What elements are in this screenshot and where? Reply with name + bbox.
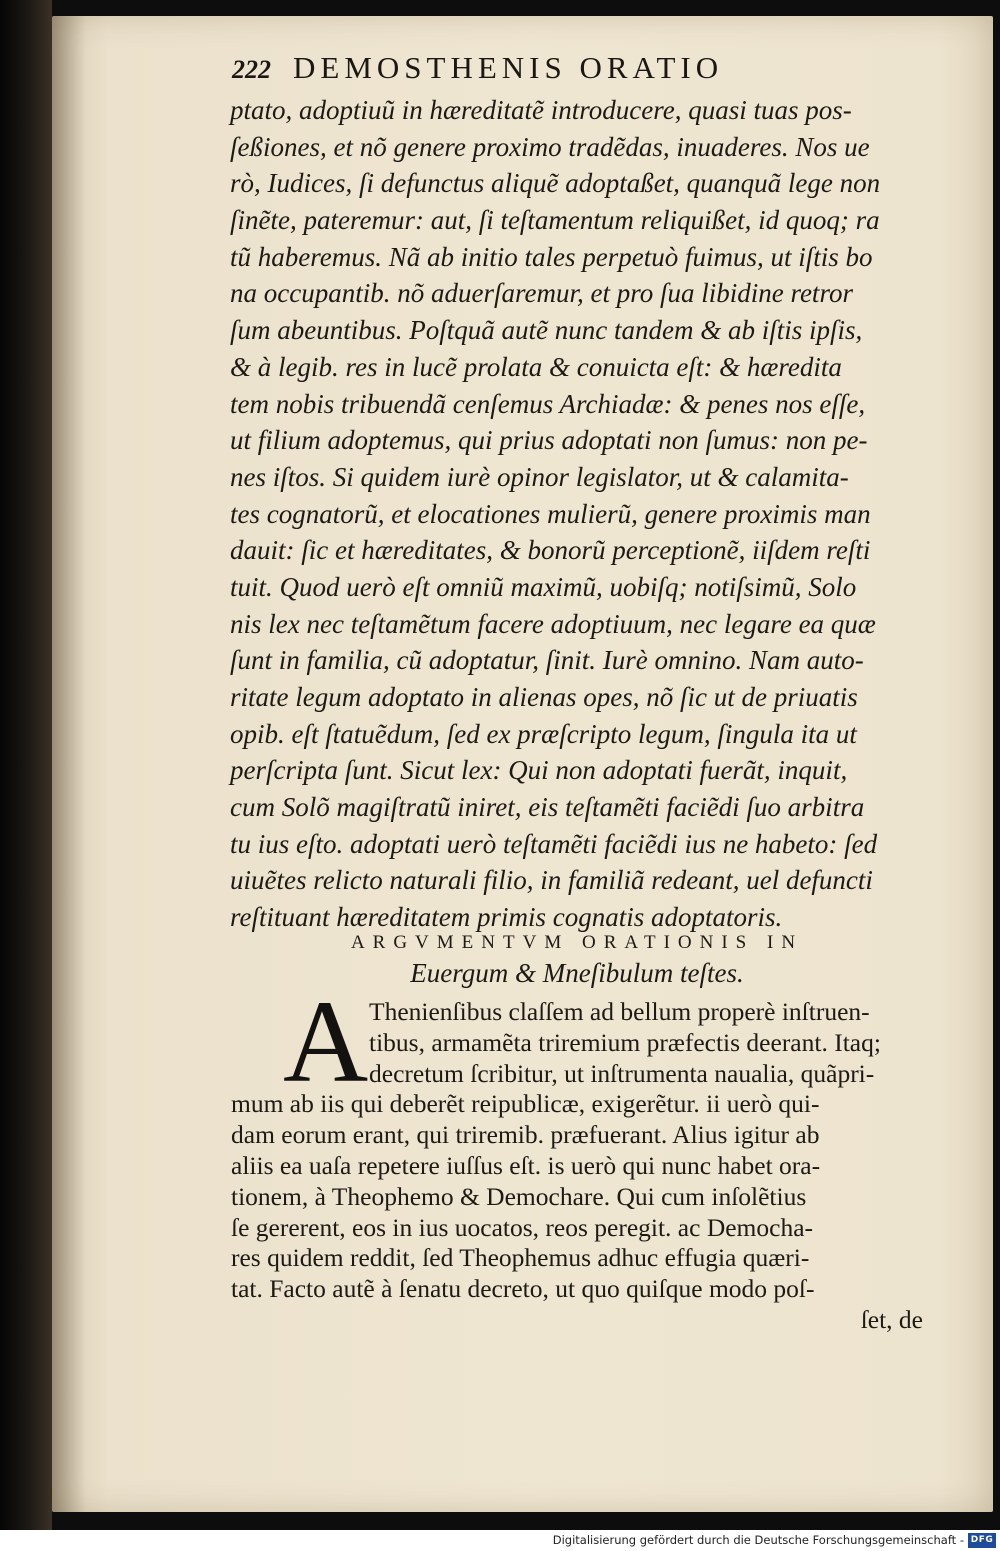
text-line: ſe gererent, eos in ius uocatos, reos peregit. ac Democha- <box>231 1212 814 1242</box>
text-line: nes iſtos. Si quidem iurè opinor legislator, ut & calamita- <box>230 461 849 492</box>
footer-bar <box>0 1530 1000 1551</box>
text-line: ſeßiones, et nõ genere proximo tradẽdas, inuaderes. Nos ue <box>230 131 870 162</box>
text-line: mum ab iis qui deberẽt reipublicæ, exigerẽtur. ii uerò qui- <box>231 1089 820 1119</box>
text-line: ptato, adoptiuũ in hæreditatẽ introducere, quasi tuas pos- <box>230 95 852 125</box>
text-line: nis lex nec teſtamẽtum facere adoptiuum, nec legare ea quæ <box>230 608 876 639</box>
oration-text <box>230 92 920 936</box>
text-line: tuit. Quod uerò eſt omniũ maximũ, uobiſq; notiſsimũ, Solo <box>230 571 857 602</box>
text-line: decretum ſcribitur, ut inſtrumenta naualia, quãpri- <box>369 1058 875 1088</box>
argument-subheading: Euergum & Mneſibulum teſtes. <box>410 958 744 988</box>
text-line: rò, Iudices, ſi defunctus aliquẽ adoptaßet, quanquã lege non <box>230 168 881 199</box>
text-line: tes cognatorũ, et elocationes mulierũ, genere proximis man <box>230 498 871 529</box>
text-line: ut filium adoptemus, qui prius adoptati non ſumus: non pe- <box>230 425 868 456</box>
text-line: cum Solõ magiſtratũ iniret, eis teſtamẽti faciẽdi ſuo arbitra <box>230 792 865 823</box>
book-edge <box>0 0 52 1530</box>
text-line: na occupantib. nõ aduerſaremur, et pro ſua libidine retror <box>230 278 853 309</box>
text-line: ſum abeuntibus. Poſtquã autẽ nunc tandem & ab iſtis ipſis, <box>230 315 863 346</box>
text-line: dam eorum erant, qui triremib. præfuerant. Alius igitur ab <box>231 1120 820 1150</box>
text-line: perſcripta ſunt. Sicut lex: Qui non adoptati fuerãt, inquit, <box>230 755 848 786</box>
argument-heading: ARGVMENTVM ORATIONIS IN <box>350 932 804 953</box>
argument-text <box>231 997 931 1336</box>
text-line: tu ius eſto. adoptati uerò teſtamẽti faciẽdi ius ne habeto: ſed <box>230 828 878 859</box>
text-line: Thenienſibus claſſem ad bellum properè inſtruen- <box>369 997 870 1026</box>
text-line: & à legib. res in lucẽ prolata & conuicta eſt: & hæredita <box>230 351 842 382</box>
text-line: ſinẽte, pateremur: aut, ſi teſtamentum reliquißet, id quoq; ra <box>230 205 880 236</box>
text-line: reſtituant hæreditatem primis cognatis adoptatoris. <box>230 902 783 933</box>
running-head <box>232 50 892 86</box>
text-line: dauit: ſic et hæreditates, & bonorũ perceptionẽ, iiſdem reſti <box>230 535 871 566</box>
text-line: tionem, à Theophemo & Demochare. Qui cum inſolẽtius <box>231 1181 807 1211</box>
dfg-logo: DFG <box>968 1533 996 1548</box>
spine-shadow <box>52 16 86 1512</box>
text-line: opib. eſt ſtatuẽdum, ſed ex præſcripto legum, ſingula ita ut <box>230 718 857 749</box>
page-number: 222 <box>232 55 271 84</box>
drop-cap-initial: A <box>283 976 369 1107</box>
text-line: uiuẽtes relicto naturali filio, in familiã redeant, uel defuncti <box>230 865 873 896</box>
text-line: ſunt in familia, cũ adoptatur, ſinit. Iurè omnino. Nam auto- <box>230 645 864 676</box>
running-title: DEMOSTHENIS ORATIO <box>293 50 724 85</box>
text-line: aliis ea uaſa repetere iuſſus eſt. is uerò qui nunc habet ora- <box>231 1150 821 1180</box>
text-line: tibus, armamẽta triremium præfectis deerant. Itaq; <box>369 1027 881 1057</box>
text-line: tem nobis tribuendã cenſemus Archiadæ: & penes nos eſſe, <box>230 388 866 419</box>
text-line: res quidem reddit, ſed Theophemus adhuc effugia quæri- <box>231 1243 810 1273</box>
text-line: tat. Facto autẽ à ſenatu decreto, ut quo quiſque modo poſ- <box>231 1274 815 1304</box>
text-line: tũ haberemus. Nã ab initio tales perpetuò fuimus, ut iſtis bo <box>230 241 873 272</box>
text-line: ſet, de <box>860 1304 923 1334</box>
text-line: ritate legum adoptato in alienas opes, nõ ſic ut de priuatis <box>230 682 858 712</box>
funding-credit: Digitalisierung gefördert durch die Deutsche Forschungsgemeinschaft - <box>552 1533 964 1547</box>
